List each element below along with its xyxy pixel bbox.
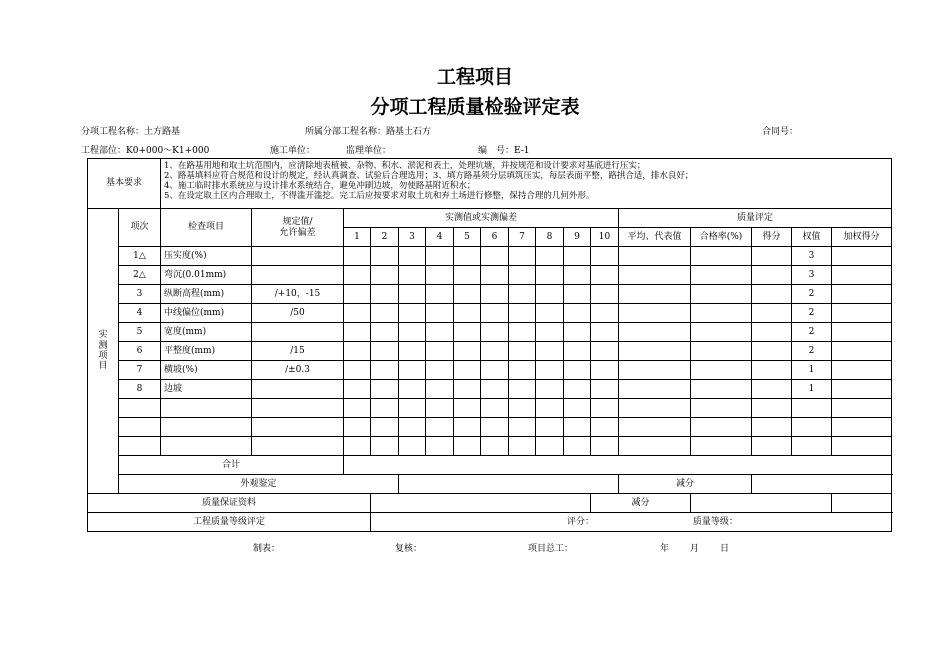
col-weighted: 加权得分 <box>832 228 892 247</box>
measured-cell <box>591 437 619 456</box>
weight-cell: 2 <box>792 304 832 323</box>
pass-rate-cell <box>691 399 752 418</box>
requirement-line: 2、路基填料应符合规范和设计的规定，经认真调查、试验后合理选用；3、填方路基须分层填筑压实，每层表面平整，路拱合适，排水良好； <box>164 171 694 181</box>
footer-checker: 复核： <box>395 544 423 554</box>
measured-cell <box>509 323 536 342</box>
table-row <box>88 323 892 342</box>
measured-cell <box>591 266 619 285</box>
measured-cell <box>399 323 426 342</box>
measured-cell <box>371 323 399 342</box>
weighted-score-cell <box>832 266 892 285</box>
measured-cell <box>564 380 591 399</box>
measured-cell <box>454 361 481 380</box>
measured-cell <box>371 285 399 304</box>
pass-rate-cell <box>691 323 752 342</box>
pass-rate-cell <box>691 285 752 304</box>
table-row <box>88 418 892 437</box>
col-num: 10 <box>591 228 619 247</box>
weight-cell <box>792 437 832 456</box>
measured-cell <box>371 266 399 285</box>
measured-cell <box>481 437 509 456</box>
item-no-cell <box>119 437 161 456</box>
weight-cell: 3 <box>792 266 832 285</box>
measured-cell <box>426 323 454 342</box>
measured-cell <box>371 380 399 399</box>
measured-cell <box>399 380 426 399</box>
weighted-score-cell <box>832 247 892 266</box>
col-measured: 实测值或实测偏差 <box>344 209 619 228</box>
deduct-value <box>752 475 892 494</box>
quality-grade-label: 质量等级： <box>692 516 738 527</box>
pass-rate-cell <box>691 342 752 361</box>
inspection-table <box>87 158 892 532</box>
table-row <box>88 399 892 418</box>
measured-cell <box>564 342 591 361</box>
measured-cell <box>481 361 509 380</box>
measured-cell <box>564 285 591 304</box>
score-cell <box>752 361 792 380</box>
score-cell <box>752 266 792 285</box>
contract-number: 合同号： <box>762 127 799 137</box>
grade-eval-label: 工程质量等级评定 <box>88 513 371 532</box>
avg-cell <box>619 323 691 342</box>
pass-rate-cell <box>691 361 752 380</box>
spec-cell <box>252 418 344 437</box>
table-row <box>88 437 892 456</box>
measured-cell <box>481 304 509 323</box>
check-item-cell: 纵断高程(mm) <box>161 285 252 304</box>
weighted-score-cell <box>832 323 892 342</box>
table-row <box>88 361 892 380</box>
avg-cell <box>619 342 691 361</box>
measured-cell <box>344 418 371 437</box>
col-avg: 平均、代表值 <box>619 228 691 247</box>
measured-cell <box>509 418 536 437</box>
item-no-cell <box>119 418 161 437</box>
measured-cell <box>426 285 454 304</box>
measured-cell <box>399 418 426 437</box>
score-cell <box>752 418 792 437</box>
measured-cell <box>454 418 481 437</box>
check-item-cell: 平整度(mm) <box>161 342 252 361</box>
measured-cell <box>509 399 536 418</box>
measured-cell <box>454 437 481 456</box>
col-item-no: 项次 <box>119 209 161 247</box>
avg-cell <box>619 399 691 418</box>
col-num: 2 <box>371 228 399 247</box>
spec-cell: /±0.3 <box>252 361 344 380</box>
spec-cell <box>252 380 344 399</box>
measured-cell <box>426 247 454 266</box>
item-no-cell <box>119 399 161 418</box>
check-item-cell: 横坡(%) <box>161 361 252 380</box>
pass-rate-cell <box>691 304 752 323</box>
measured-cell <box>481 380 509 399</box>
spec-cell: /15 <box>252 342 344 361</box>
measured-cell <box>591 342 619 361</box>
requirement-line: 1、在路基用地和取土坑范围内，应清除地表植被、杂物、积水、淤泥和表土，处理坑塘，并按规范和设计要求对基底进行压实； <box>164 161 646 171</box>
measured-cell <box>536 266 564 285</box>
measured-cell <box>344 342 371 361</box>
weighted-score-cell <box>832 399 892 418</box>
check-item-cell: 宽度(mm) <box>161 323 252 342</box>
measured-cell <box>371 247 399 266</box>
measured-items-label: 实 测 项 目 <box>88 209 119 494</box>
spec-cell <box>252 399 344 418</box>
measured-cell <box>591 304 619 323</box>
measured-cell <box>454 266 481 285</box>
measured-cell <box>536 304 564 323</box>
measured-cell <box>399 247 426 266</box>
avg-cell <box>619 361 691 380</box>
measured-cell <box>426 399 454 418</box>
score-cell <box>752 342 792 361</box>
measured-cell <box>426 304 454 323</box>
weighted-score-cell <box>832 342 892 361</box>
col-num: 7 <box>509 228 536 247</box>
footer-year: 年 <box>660 544 670 554</box>
measured-cell <box>509 266 536 285</box>
parent-project-name: 所属分部工程名称：路基土石方 <box>305 127 432 137</box>
col-quality: 质量评定 <box>619 209 892 228</box>
measured-cell <box>371 399 399 418</box>
score-cell <box>752 323 792 342</box>
measured-cell <box>509 342 536 361</box>
table-row <box>88 266 892 285</box>
score-cell <box>752 247 792 266</box>
weight-cell: 3 <box>792 247 832 266</box>
weight-cell <box>792 399 832 418</box>
measured-cell <box>591 361 619 380</box>
table-row <box>88 247 892 266</box>
measured-cell <box>536 437 564 456</box>
spec-cell <box>252 247 344 266</box>
measured-cell <box>564 361 591 380</box>
measured-cell <box>536 285 564 304</box>
item-no-cell: 4 <box>119 304 161 323</box>
measured-cell <box>564 247 591 266</box>
quality-docs-label: 质量保证资料 <box>88 494 371 513</box>
appearance-label: 外观鉴定 <box>119 475 399 494</box>
measured-cell <box>344 247 371 266</box>
avg-cell <box>619 437 691 456</box>
deduct-label: 减分 <box>619 475 752 494</box>
measured-cell <box>536 418 564 437</box>
measured-cell <box>371 342 399 361</box>
weight-cell: 1 <box>792 380 832 399</box>
measured-cell <box>509 361 536 380</box>
measured-cell <box>591 247 619 266</box>
measured-cell <box>481 418 509 437</box>
requirement-line: 5、在设定取土区内合理取土，不得滥开滥挖。完工后应按要求对取土坑和弃土场进行修整，保持合理的几何外形。 <box>164 191 595 201</box>
measured-cell <box>454 304 481 323</box>
score-cell <box>752 285 792 304</box>
measured-cell <box>399 266 426 285</box>
weighted-score-cell <box>832 437 892 456</box>
pass-rate-cell <box>691 247 752 266</box>
measured-cell <box>591 399 619 418</box>
measured-cell <box>481 342 509 361</box>
col-spec: 规定值/ 允许偏差 <box>252 209 344 247</box>
basic-requirements-text <box>161 159 892 209</box>
pass-rate-cell <box>691 418 752 437</box>
weighted-score-cell <box>832 380 892 399</box>
item-no-cell: 7 <box>119 361 161 380</box>
col-num: 9 <box>564 228 591 247</box>
subitem-name: 分项工程名称：土方路基 <box>81 127 181 137</box>
weight-cell <box>792 418 832 437</box>
measured-cell <box>481 266 509 285</box>
measured-cell <box>344 323 371 342</box>
footer-maker: 制表： <box>253 544 281 554</box>
measured-cell <box>454 323 481 342</box>
table-row <box>88 342 892 361</box>
avg-cell <box>619 266 691 285</box>
measured-cell <box>481 323 509 342</box>
avg-cell <box>619 304 691 323</box>
measured-cell <box>371 418 399 437</box>
measured-cell <box>509 285 536 304</box>
col-pass-rate: 合格率(%) <box>691 228 752 247</box>
pass-rate-cell <box>691 266 752 285</box>
grade-eval-value <box>371 513 892 532</box>
footer-month: 月 <box>690 544 700 554</box>
measured-cell <box>399 304 426 323</box>
score-cell <box>752 304 792 323</box>
measured-cell <box>344 399 371 418</box>
measured-cell <box>509 304 536 323</box>
measured-cell <box>564 399 591 418</box>
construction-unit: 施工单位： <box>270 146 316 156</box>
deduct-value <box>691 494 832 513</box>
measured-cell <box>591 323 619 342</box>
item-no-cell: 5 <box>119 323 161 342</box>
weighted-score-cell <box>832 285 892 304</box>
col-weight: 权值 <box>792 228 832 247</box>
item-no-cell: 8 <box>119 380 161 399</box>
form-number: 编 号：E-1 <box>478 146 530 156</box>
measured-cell <box>426 361 454 380</box>
measured-cell <box>426 342 454 361</box>
measured-cell <box>344 361 371 380</box>
measured-cell <box>536 361 564 380</box>
measured-cell <box>399 342 426 361</box>
col-num: 6 <box>481 228 509 247</box>
measured-cell <box>509 380 536 399</box>
measured-cell <box>399 285 426 304</box>
measured-cell <box>564 437 591 456</box>
item-no-cell: 6 <box>119 342 161 361</box>
measured-cell <box>454 285 481 304</box>
weighted-score-cell <box>832 361 892 380</box>
score-label: 评分： <box>567 516 595 527</box>
avg-cell <box>619 380 691 399</box>
measured-cell <box>344 304 371 323</box>
avg-cell <box>619 418 691 437</box>
item-no-cell: 3 <box>119 285 161 304</box>
weight-cell: 2 <box>792 342 832 361</box>
measured-cell <box>564 418 591 437</box>
check-item-cell: 边坡 <box>161 380 252 399</box>
measured-cell <box>536 323 564 342</box>
weight-cell: 2 <box>792 285 832 304</box>
item-no-cell: 2△ <box>119 266 161 285</box>
measured-cell <box>399 361 426 380</box>
spec-cell: /50 <box>252 304 344 323</box>
measured-cell <box>536 342 564 361</box>
check-item-cell <box>161 399 252 418</box>
weighted-score-cell <box>832 304 892 323</box>
measured-cell <box>591 285 619 304</box>
weight-cell: 1 <box>792 361 832 380</box>
check-item-cell <box>161 437 252 456</box>
score-cell <box>752 437 792 456</box>
measured-cell <box>564 323 591 342</box>
measured-cell <box>564 304 591 323</box>
score-cell <box>752 380 792 399</box>
requirement-line: 4、施工临时排水系统应与设计排水系统结合，避免冲刷边坡，勿使路基附近积水； <box>164 181 476 191</box>
measured-cell <box>509 247 536 266</box>
spec-cell <box>252 437 344 456</box>
deduct-label: 减分 <box>591 494 691 513</box>
measured-cell <box>454 342 481 361</box>
measured-cell <box>426 418 454 437</box>
measured-cell <box>344 437 371 456</box>
col-check-item: 检查项目 <box>161 209 252 247</box>
item-no-cell: 1△ <box>119 247 161 266</box>
weighted-score-cell <box>832 418 892 437</box>
measured-cell <box>344 266 371 285</box>
measured-cell <box>536 399 564 418</box>
measured-cell <box>371 304 399 323</box>
measured-cell <box>481 285 509 304</box>
measured-cell <box>454 380 481 399</box>
spec-cell <box>252 323 344 342</box>
avg-cell <box>619 285 691 304</box>
col-score: 得分 <box>752 228 792 247</box>
measured-cell <box>454 399 481 418</box>
footer-chief: 项目总工： <box>528 544 574 554</box>
measured-cell <box>371 437 399 456</box>
check-item-cell: 弯沉(0.01mm) <box>161 266 252 285</box>
col-num: 3 <box>399 228 426 247</box>
basic-requirements-label: 基本要求 <box>88 159 161 209</box>
total-label: 合计 <box>119 456 344 475</box>
measured-cell <box>481 399 509 418</box>
pass-rate-cell <box>691 437 752 456</box>
check-item-cell: 压实度(%) <box>161 247 252 266</box>
measured-cell <box>536 380 564 399</box>
score-cell <box>752 399 792 418</box>
total-cell <box>344 456 892 475</box>
supervision-unit: 监理单位： <box>346 146 392 156</box>
col-num: 4 <box>426 228 454 247</box>
form-title: 分项工程质量检验评定表 <box>370 96 580 118</box>
col-num: 8 <box>536 228 564 247</box>
appearance-value <box>399 475 619 494</box>
footer-day: 日 <box>720 544 730 554</box>
measured-cell <box>509 437 536 456</box>
check-item-cell <box>161 418 252 437</box>
table-row <box>88 285 892 304</box>
spec-cell: /+10，-15 <box>252 285 344 304</box>
table-row <box>88 380 892 399</box>
measured-cell <box>399 399 426 418</box>
measured-cell <box>426 266 454 285</box>
spec-cell <box>252 266 344 285</box>
table-row <box>88 304 892 323</box>
measured-cell <box>454 247 481 266</box>
measured-cell <box>344 285 371 304</box>
avg-cell <box>619 247 691 266</box>
measured-cell <box>564 266 591 285</box>
measured-cell <box>344 380 371 399</box>
col-num: 1 <box>344 228 371 247</box>
measured-cell <box>426 437 454 456</box>
check-item-cell: 中线偏位(mm) <box>161 304 252 323</box>
measured-cell <box>371 361 399 380</box>
measured-cell <box>536 247 564 266</box>
measured-cell <box>591 380 619 399</box>
weight-cell: 2 <box>792 323 832 342</box>
project-location: 工程部位：K0+000～K1+000 <box>81 146 210 156</box>
measured-cell <box>399 437 426 456</box>
col-num: 5 <box>454 228 481 247</box>
measured-cell <box>426 380 454 399</box>
measured-cell <box>481 247 509 266</box>
pass-rate-cell <box>691 380 752 399</box>
measured-cell <box>591 418 619 437</box>
quality-docs-value <box>371 494 591 513</box>
page-title: 工程项目 <box>436 66 513 88</box>
